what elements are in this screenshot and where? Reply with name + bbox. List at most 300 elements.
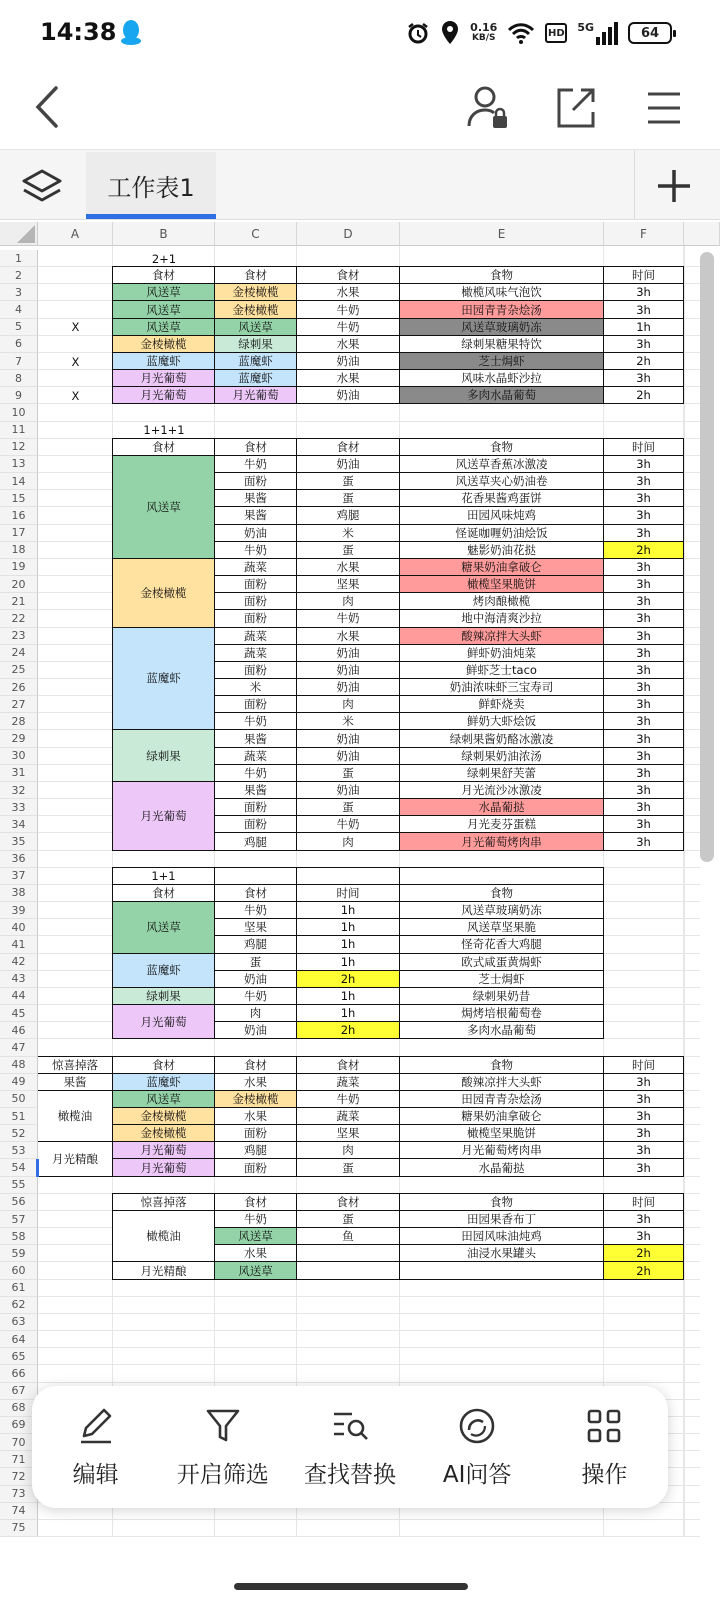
cell[interactable]: 食材 bbox=[296, 1193, 400, 1211]
cell[interactable]: 食材 bbox=[112, 1056, 215, 1074]
cell[interactable]: 蓝魔虾 bbox=[112, 1073, 215, 1091]
cell[interactable]: 牛奶 bbox=[214, 764, 297, 782]
cell[interactable]: 3h bbox=[603, 592, 684, 610]
cell[interactable]: 风送草 bbox=[112, 455, 215, 559]
cell[interactable]: 果酱 bbox=[214, 506, 297, 524]
cell[interactable]: 风送草玻璃奶冻 bbox=[399, 318, 604, 336]
cell[interactable]: 米 bbox=[214, 678, 297, 696]
cell[interactable]: 水果 bbox=[296, 627, 400, 645]
cell[interactable]: X bbox=[71, 320, 80, 335]
cell[interactable]: 风送草 bbox=[112, 1090, 215, 1108]
row-header[interactable]: 65 bbox=[0, 1348, 38, 1365]
cell[interactable]: 3h bbox=[603, 729, 684, 747]
row-header[interactable]: 45 bbox=[0, 1005, 38, 1022]
row-header[interactable]: 61 bbox=[0, 1280, 38, 1297]
row-header[interactable]: 27 bbox=[0, 696, 38, 713]
row-header[interactable]: 74 bbox=[0, 1503, 38, 1520]
cell[interactable]: 1h bbox=[296, 1004, 400, 1022]
cell[interactable]: 3h bbox=[603, 798, 684, 816]
cell[interactable]: 食物 bbox=[399, 1056, 604, 1074]
row-header[interactable]: 62 bbox=[0, 1297, 38, 1314]
row-header[interactable]: 28 bbox=[0, 713, 38, 730]
cell[interactable]: 风送草 bbox=[214, 1261, 297, 1279]
row-header[interactable]: 59 bbox=[0, 1245, 38, 1262]
cell[interactable]: 魅影奶油花挞 bbox=[399, 541, 604, 559]
cell[interactable]: 奶油 bbox=[296, 352, 400, 370]
cell[interactable]: 面粉 bbox=[214, 815, 297, 833]
cell[interactable]: 牛奶 bbox=[214, 541, 297, 559]
row-header[interactable]: 50 bbox=[0, 1091, 38, 1108]
tab-sheet1[interactable]: 工作表1 bbox=[86, 152, 216, 218]
row-header[interactable]: 60 bbox=[0, 1262, 38, 1279]
cell[interactable]: 3h bbox=[603, 695, 684, 713]
cell[interactable]: 食材 bbox=[296, 266, 400, 284]
column-header-c[interactable]: C bbox=[215, 222, 297, 246]
row-header[interactable]: 23 bbox=[0, 628, 38, 645]
cell[interactable]: 田园青青杂烩汤 bbox=[399, 300, 604, 318]
cell[interactable]: 水果 bbox=[296, 369, 400, 387]
cell[interactable]: 水果 bbox=[296, 335, 400, 353]
row-header[interactable]: 73 bbox=[0, 1486, 38, 1503]
cell[interactable]: 肉 bbox=[214, 1004, 297, 1022]
cell[interactable]: 蓝魔虾 bbox=[112, 627, 215, 731]
cell[interactable]: 怪诞咖喱奶油烩饭 bbox=[399, 524, 604, 542]
row-header[interactable]: 7 bbox=[0, 353, 38, 370]
row-header[interactable]: 34 bbox=[0, 816, 38, 833]
cell[interactable]: 鱼 bbox=[296, 1227, 400, 1245]
cell[interactable]: 橄榄风味气泡饮 bbox=[399, 283, 604, 301]
cell[interactable]: 月光葡萄 bbox=[214, 386, 297, 404]
vertical-scrollbar[interactable] bbox=[700, 252, 714, 862]
row-header[interactable]: 37 bbox=[0, 868, 38, 885]
row-header[interactable]: 25 bbox=[0, 662, 38, 679]
cell[interactable]: 金棱橄榄 bbox=[214, 1090, 297, 1108]
cell[interactable]: 3h bbox=[603, 1090, 684, 1108]
row-header[interactable]: 75 bbox=[0, 1520, 38, 1537]
cell[interactable]: 3h bbox=[603, 283, 684, 301]
cell[interactable]: 月光葡萄 bbox=[112, 369, 215, 387]
row-header[interactable]: 55 bbox=[0, 1177, 38, 1194]
cell[interactable]: 食材 bbox=[296, 438, 400, 456]
row-header[interactable]: 32 bbox=[0, 782, 38, 799]
cell[interactable]: 面粉 bbox=[214, 1158, 297, 1176]
row-header[interactable]: 24 bbox=[0, 645, 38, 662]
cell[interactable]: 风送草 bbox=[214, 318, 297, 336]
cell[interactable]: 田园风味油炖鸡 bbox=[399, 1227, 604, 1245]
cell[interactable]: 牛奶 bbox=[296, 815, 400, 833]
cell[interactable]: 3h bbox=[603, 609, 684, 627]
cell[interactable]: 欧式咸蛋黄焗虾 bbox=[399, 953, 604, 971]
cell[interactable]: 糖果奶油拿破仑 bbox=[399, 1107, 604, 1125]
cell[interactable]: 食物 bbox=[399, 1193, 604, 1211]
cell[interactable]: 坚果 bbox=[214, 918, 297, 936]
cell[interactable]: 橄榄油 bbox=[37, 1090, 113, 1142]
cell[interactable]: 3h bbox=[603, 747, 684, 765]
cell[interactable]: 2h bbox=[603, 541, 684, 559]
cell[interactable]: 食物 bbox=[399, 438, 604, 456]
cell[interactable]: 蛋 bbox=[296, 764, 400, 782]
cell[interactable]: 蛋 bbox=[296, 541, 400, 559]
cell[interactable]: 金棱橄榄 bbox=[112, 1107, 215, 1125]
cell[interactable]: 果酱 bbox=[214, 489, 297, 507]
cell[interactable] bbox=[296, 1244, 400, 1262]
cell[interactable]: 奶油 bbox=[214, 1021, 297, 1039]
cell[interactable]: 月光精酿 bbox=[37, 1141, 113, 1176]
cell[interactable]: 食材 bbox=[214, 1056, 297, 1074]
cell[interactable]: 3h bbox=[603, 1124, 684, 1142]
ai-qa-button[interactable] bbox=[417, 1392, 537, 1502]
row-header[interactable]: 69 bbox=[0, 1417, 38, 1434]
cell[interactable]: 食材 bbox=[214, 884, 297, 902]
cell[interactable]: 食材 bbox=[214, 438, 297, 456]
cell[interactable]: 金棱橄榄 bbox=[112, 335, 215, 353]
cell[interactable]: 肉 bbox=[296, 832, 400, 850]
cell[interactable] bbox=[296, 867, 400, 885]
cell[interactable]: 风送草 bbox=[112, 300, 215, 318]
cell[interactable]: 蛋 bbox=[296, 798, 400, 816]
row-header[interactable]: 48 bbox=[0, 1057, 38, 1074]
cell[interactable]: 坚果 bbox=[296, 575, 400, 593]
cell[interactable]: 3h bbox=[603, 764, 684, 782]
cell[interactable]: 风送草夹心奶油卷 bbox=[399, 472, 604, 490]
cell[interactable]: 面粉 bbox=[214, 695, 297, 713]
cell[interactable]: 时间 bbox=[603, 1193, 684, 1211]
row-header[interactable]: 44 bbox=[0, 988, 38, 1005]
cell[interactable]: 面粉 bbox=[214, 661, 297, 679]
row-header[interactable]: 66 bbox=[0, 1365, 38, 1382]
cell[interactable]: 绿刺果 bbox=[112, 987, 215, 1005]
row-header[interactable]: 53 bbox=[0, 1142, 38, 1159]
cell[interactable]: 奶油 bbox=[296, 455, 400, 473]
open-external-icon[interactable] bbox=[555, 84, 597, 130]
cell[interactable]: 蛋 bbox=[214, 953, 297, 971]
cell[interactable]: 奶油 bbox=[296, 747, 400, 765]
cell[interactable]: 金棱橄榄 bbox=[214, 283, 297, 301]
cell[interactable]: 3h bbox=[603, 558, 684, 576]
cell[interactable]: 果酱 bbox=[214, 729, 297, 747]
cell[interactable]: 月光葡萄 bbox=[112, 1158, 215, 1176]
cell[interactable]: 牛奶 bbox=[214, 1210, 297, 1228]
cell[interactable]: 蔬菜 bbox=[296, 1073, 400, 1091]
cell[interactable]: 3h bbox=[603, 1073, 684, 1091]
cell[interactable]: 面粉 bbox=[214, 798, 297, 816]
cell[interactable]: 蛋 bbox=[296, 489, 400, 507]
cell[interactable]: 风送草 bbox=[112, 901, 215, 953]
cell[interactable]: 绿刺果酱奶酪冰激凌 bbox=[399, 729, 604, 747]
cell[interactable]: 牛奶 bbox=[214, 712, 297, 730]
row-header[interactable]: 19 bbox=[0, 559, 38, 576]
cell[interactable]: 牛奶 bbox=[296, 1090, 400, 1108]
cell[interactable]: 焗烤培根葡萄卷 bbox=[399, 1004, 604, 1022]
cell[interactable]: 油浸水果罐头 bbox=[399, 1244, 604, 1262]
cell[interactable]: 1h bbox=[603, 318, 684, 336]
row-header[interactable]: 3 bbox=[0, 284, 38, 301]
cell[interactable]: 米 bbox=[296, 712, 400, 730]
cell[interactable]: 芝士焗虾 bbox=[399, 352, 604, 370]
cell[interactable]: 金棱橄榄 bbox=[112, 1124, 215, 1142]
cell[interactable]: 奶油 bbox=[214, 524, 297, 542]
row-header[interactable]: 35 bbox=[0, 833, 38, 850]
cell[interactable]: 月光流沙冰激凌 bbox=[399, 781, 604, 799]
cell[interactable]: 多肉水晶葡萄 bbox=[399, 1021, 604, 1039]
row-header[interactable]: 21 bbox=[0, 593, 38, 610]
row-header[interactable]: 72 bbox=[0, 1468, 38, 1485]
row-header[interactable]: 11 bbox=[0, 422, 38, 439]
cell[interactable]: 水果 bbox=[214, 1073, 297, 1091]
cell[interactable]: 2h bbox=[603, 1261, 684, 1279]
cell[interactable]: 风送草 bbox=[112, 283, 215, 301]
cell[interactable]: 绿刺果奶昔 bbox=[399, 987, 604, 1005]
cell[interactable]: 1h bbox=[296, 901, 400, 919]
cell[interactable]: 3h bbox=[603, 506, 684, 524]
row-header[interactable]: 30 bbox=[0, 748, 38, 765]
cell[interactable]: 肉 bbox=[296, 1141, 400, 1159]
cell[interactable]: 时间 bbox=[603, 266, 684, 284]
row-header[interactable]: 20 bbox=[0, 576, 38, 593]
cell[interactable]: 酸辣凉拌大头虾 bbox=[399, 627, 604, 645]
cell[interactable]: 3h bbox=[603, 455, 684, 473]
cell[interactable]: 2h bbox=[296, 970, 400, 988]
cell[interactable]: 月光葡萄 bbox=[112, 1141, 215, 1159]
row-header[interactable]: 49 bbox=[0, 1074, 38, 1091]
cell[interactable]: 3h bbox=[603, 815, 684, 833]
cell[interactable]: 鸡腿 bbox=[214, 935, 297, 953]
cell[interactable]: 奶油 bbox=[296, 678, 400, 696]
cell[interactable] bbox=[399, 1261, 604, 1279]
cell[interactable]: 2+1 bbox=[151, 251, 177, 266]
select-all-corner[interactable] bbox=[0, 222, 38, 246]
cell[interactable]: 多肉水晶葡萄 bbox=[399, 386, 604, 404]
row-header[interactable]: 54 bbox=[0, 1159, 38, 1176]
cell[interactable]: 牛奶 bbox=[214, 455, 297, 473]
cell[interactable]: 地中海清爽沙拉 bbox=[399, 609, 604, 627]
cell[interactable]: 绿刺果舒芙蕾 bbox=[399, 764, 604, 782]
cell[interactable]: 月光麦芬蛋糕 bbox=[399, 815, 604, 833]
operations-button[interactable] bbox=[544, 1392, 664, 1502]
row-header[interactable]: 64 bbox=[0, 1331, 38, 1348]
cell[interactable]: 水果 bbox=[296, 283, 400, 301]
row-header[interactable]: 5 bbox=[0, 319, 38, 336]
cell[interactable]: X bbox=[71, 388, 80, 403]
cell[interactable]: 酸辣凉拌大头虾 bbox=[399, 1073, 604, 1091]
cell[interactable]: 牛奶 bbox=[296, 609, 400, 627]
row-header[interactable]: 71 bbox=[0, 1451, 38, 1468]
row-header[interactable]: 29 bbox=[0, 730, 38, 747]
cell[interactable]: 蛋 bbox=[296, 1158, 400, 1176]
row-header[interactable]: 70 bbox=[0, 1434, 38, 1451]
cell[interactable]: 2h bbox=[603, 386, 684, 404]
cell[interactable]: 蔬菜 bbox=[214, 627, 297, 645]
cell[interactable]: 3h bbox=[603, 1141, 684, 1159]
cell[interactable]: 3h bbox=[603, 575, 684, 593]
cell[interactable] bbox=[296, 1261, 400, 1279]
cell[interactable]: 蛋 bbox=[296, 472, 400, 490]
cell[interactable]: 水果 bbox=[214, 1244, 297, 1262]
cell[interactable]: 3h bbox=[603, 1227, 684, 1245]
cell[interactable]: 食材 bbox=[296, 1056, 400, 1074]
find-replace-button[interactable] bbox=[290, 1392, 410, 1502]
cell[interactable]: 奶油 bbox=[296, 386, 400, 404]
cell[interactable]: 奶油浓味虾三宝寿司 bbox=[399, 678, 604, 696]
cell[interactable]: 肉 bbox=[296, 695, 400, 713]
row-header[interactable]: 47 bbox=[0, 1039, 38, 1056]
cell[interactable]: 3h bbox=[603, 678, 684, 696]
cell[interactable]: 3h bbox=[603, 335, 684, 353]
cell[interactable]: 绿刺果 bbox=[214, 335, 297, 353]
cell[interactable]: 蓝魔虾 bbox=[112, 352, 215, 370]
cell[interactable]: 月光精酿 bbox=[112, 1261, 215, 1279]
cell[interactable]: 牛奶 bbox=[296, 318, 400, 336]
cell[interactable]: 食物 bbox=[399, 884, 604, 902]
cell[interactable]: 奶油 bbox=[214, 970, 297, 988]
column-header-g[interactable] bbox=[684, 222, 720, 246]
cell[interactable]: 3h bbox=[603, 627, 684, 645]
cell[interactable]: 风味水晶虾沙拉 bbox=[399, 369, 604, 387]
row-header[interactable]: 16 bbox=[0, 507, 38, 524]
cell[interactable]: 时间 bbox=[603, 438, 684, 456]
cell[interactable]: 面粉 bbox=[214, 1124, 297, 1142]
cell[interactable]: 3h bbox=[603, 472, 684, 490]
cell[interactable]: 风送草香蕉冰激凌 bbox=[399, 455, 604, 473]
cell[interactable]: 食材 bbox=[112, 266, 215, 284]
cell[interactable] bbox=[399, 867, 604, 885]
cell[interactable]: 坚果 bbox=[296, 1124, 400, 1142]
row-header[interactable]: 22 bbox=[0, 610, 38, 627]
row-header[interactable]: 39 bbox=[0, 902, 38, 919]
cell[interactable]: 月光葡萄 bbox=[112, 386, 215, 404]
cell[interactable]: 奶油 bbox=[296, 729, 400, 747]
home-indicator[interactable] bbox=[234, 1583, 468, 1590]
cell[interactable]: 1h bbox=[296, 987, 400, 1005]
cell[interactable]: 食材 bbox=[214, 1193, 297, 1211]
cell[interactable]: 面粉 bbox=[214, 592, 297, 610]
cell[interactable]: 水果 bbox=[296, 558, 400, 576]
row-header[interactable]: 43 bbox=[0, 971, 38, 988]
user-lock-icon[interactable] bbox=[465, 82, 511, 132]
cell[interactable]: 3h bbox=[603, 1107, 684, 1125]
cell[interactable]: 3h bbox=[603, 661, 684, 679]
cell[interactable]: 牛奶 bbox=[296, 300, 400, 318]
cell[interactable]: 2h bbox=[296, 1021, 400, 1039]
cell[interactable]: 水果 bbox=[214, 1107, 297, 1125]
row-header[interactable]: 9 bbox=[0, 387, 38, 404]
row-header[interactable]: 38 bbox=[0, 885, 38, 902]
cell[interactable]: 金棱橄榄 bbox=[214, 300, 297, 318]
cell[interactable]: 2h bbox=[603, 1244, 684, 1262]
cell[interactable] bbox=[214, 867, 297, 885]
cell[interactable]: 蛋 bbox=[296, 1210, 400, 1228]
cell[interactable]: 蔬菜 bbox=[214, 558, 297, 576]
cell[interactable]: 水晶葡挞 bbox=[399, 1158, 604, 1176]
row-header[interactable]: 18 bbox=[0, 542, 38, 559]
cell[interactable]: 惊喜掉落 bbox=[112, 1193, 215, 1211]
column-header-a[interactable]: A bbox=[38, 222, 113, 246]
menu-icon[interactable] bbox=[644, 86, 684, 130]
spreadsheet[interactable] bbox=[0, 222, 720, 1580]
row-header[interactable]: 63 bbox=[0, 1314, 38, 1331]
row-header[interactable]: 67 bbox=[0, 1383, 38, 1400]
cell[interactable]: 面粉 bbox=[214, 609, 297, 627]
column-header-e[interactable]: E bbox=[400, 222, 604, 246]
row-header[interactable]: 10 bbox=[0, 404, 38, 421]
row-header[interactable]: 12 bbox=[0, 439, 38, 456]
row-header[interactable]: 41 bbox=[0, 936, 38, 953]
column-header-b[interactable]: B bbox=[113, 222, 215, 246]
column-header-d[interactable]: D bbox=[297, 222, 400, 246]
cell[interactable]: 3h bbox=[603, 524, 684, 542]
cell[interactable]: 蓝魔虾 bbox=[214, 369, 297, 387]
back-icon[interactable] bbox=[28, 82, 68, 132]
cell[interactable]: 面粉 bbox=[214, 472, 297, 490]
cell[interactable]: 烤肉酿橄榄 bbox=[399, 592, 604, 610]
row-header[interactable]: 15 bbox=[0, 490, 38, 507]
cell[interactable]: 3h bbox=[603, 644, 684, 662]
row-header[interactable]: 52 bbox=[0, 1125, 38, 1142]
row-header[interactable]: 31 bbox=[0, 765, 38, 782]
cell[interactable]: 食物 bbox=[399, 266, 604, 284]
cell[interactable]: 牛奶 bbox=[214, 987, 297, 1005]
edit-button[interactable] bbox=[36, 1392, 156, 1502]
cell[interactable]: 蓝魔虾 bbox=[112, 953, 215, 988]
cell[interactable]: 橄榄坚果脆饼 bbox=[399, 1124, 604, 1142]
cell[interactable]: 鸡腿 bbox=[214, 832, 297, 850]
cell[interactable]: X bbox=[71, 354, 80, 369]
row-header[interactable]: 51 bbox=[0, 1108, 38, 1125]
cell[interactable]: 2h bbox=[603, 352, 684, 370]
row-header[interactable]: 14 bbox=[0, 473, 38, 490]
row-header[interactable]: 56 bbox=[0, 1194, 38, 1211]
cell[interactable]: 田园果香布丁 bbox=[399, 1210, 604, 1228]
row-header[interactable]: 2 bbox=[0, 267, 38, 284]
cell[interactable]: 田园青青杂烩汤 bbox=[399, 1090, 604, 1108]
cell[interactable]: 蔬菜 bbox=[214, 747, 297, 765]
cell[interactable]: 金棱橄榄 bbox=[112, 558, 215, 628]
cell[interactable]: 时间 bbox=[603, 1056, 684, 1074]
cell[interactable]: 面粉 bbox=[214, 575, 297, 593]
cell[interactable]: 3h bbox=[603, 832, 684, 850]
cell[interactable]: 米 bbox=[296, 524, 400, 542]
cell[interactable]: 蔬菜 bbox=[296, 1107, 400, 1125]
cell[interactable]: 绿刺果糖果特饮 bbox=[399, 335, 604, 353]
cell[interactable]: 花香果酱鸡蛋饼 bbox=[399, 489, 604, 507]
cell[interactable]: 肉 bbox=[296, 592, 400, 610]
cell[interactable]: 果酱 bbox=[37, 1073, 113, 1091]
cell[interactable]: 风送草 bbox=[214, 1227, 297, 1245]
row-header[interactable]: 17 bbox=[0, 525, 38, 542]
cell[interactable]: 3h bbox=[603, 712, 684, 730]
cell[interactable]: 绿刺果 bbox=[112, 729, 215, 781]
cell[interactable]: 奶油 bbox=[296, 781, 400, 799]
cell[interactable]: 牛奶 bbox=[214, 901, 297, 919]
cell[interactable]: 鲜虾奶油炖菜 bbox=[399, 644, 604, 662]
cell[interactable]: 绿刺果奶油浓汤 bbox=[399, 747, 604, 765]
cell[interactable]: 风送草坚果脆 bbox=[399, 918, 604, 936]
row-header[interactable]: 68 bbox=[0, 1400, 38, 1417]
cell[interactable]: 风送草玻璃奶冻 bbox=[399, 901, 604, 919]
plus-icon[interactable] bbox=[654, 166, 694, 206]
cell[interactable]: 1+1 bbox=[112, 867, 215, 885]
cell[interactable]: 鲜虾芝士taco bbox=[399, 661, 604, 679]
cell[interactable]: 3h bbox=[603, 781, 684, 799]
cell[interactable]: 时间 bbox=[296, 884, 400, 902]
cell[interactable]: 1h bbox=[296, 935, 400, 953]
cell[interactable]: 糖果奶油拿破仑 bbox=[399, 558, 604, 576]
cell[interactable]: 1+1+1 bbox=[143, 423, 185, 438]
cell[interactable]: 橄榄油 bbox=[112, 1210, 215, 1262]
cell[interactable]: 食材 bbox=[112, 438, 215, 456]
layers-icon[interactable] bbox=[20, 166, 64, 206]
cell[interactable]: 蔬菜 bbox=[214, 644, 297, 662]
